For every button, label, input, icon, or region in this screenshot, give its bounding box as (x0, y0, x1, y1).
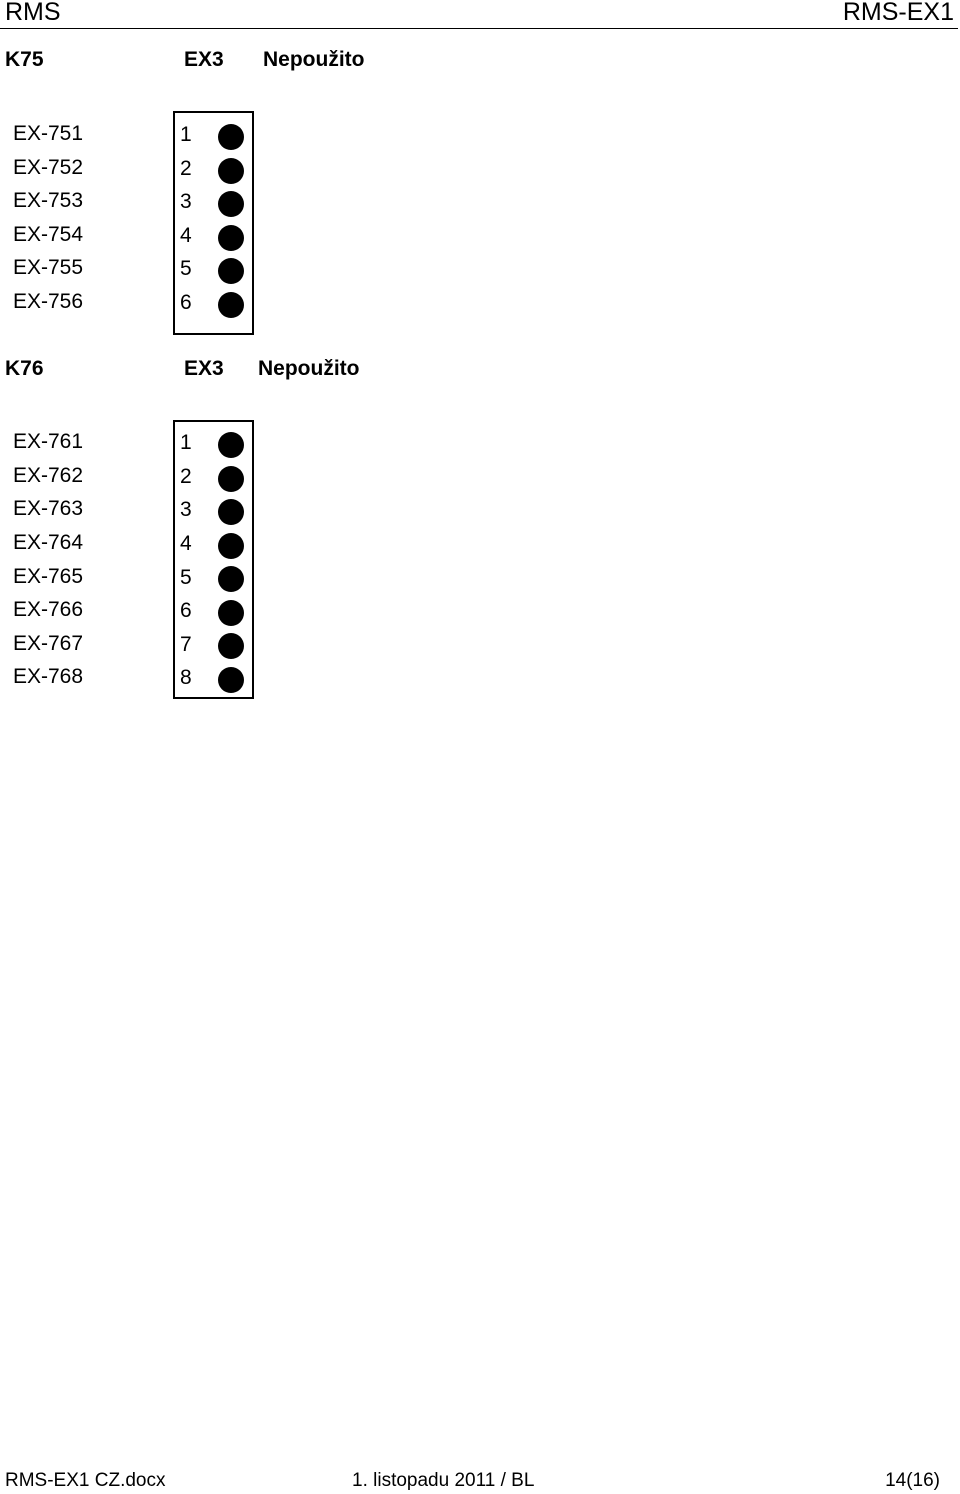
pin-dot-icon (218, 533, 244, 559)
connector-status: Nepoužito (263, 48, 365, 71)
pin-number: 1 (180, 123, 192, 146)
pin-number: 4 (180, 532, 192, 555)
pin-label: EX-764 (13, 531, 84, 554)
pin-label: EX-752 (13, 156, 84, 179)
pin-label: EX-761 (13, 430, 84, 453)
pin-label: EX-751 (13, 122, 84, 145)
footer-page-number: 14(16) (885, 1470, 940, 1491)
pin-dot-icon (218, 225, 244, 251)
pin-dot-icon (218, 124, 244, 150)
header-right-title: RMS-EX1 (842, 0, 954, 26)
pin-dot-icon (218, 258, 244, 284)
module-name: EX3 (184, 48, 224, 71)
pin-number: 7 (180, 633, 192, 656)
pin-dot-icon (218, 600, 244, 626)
pin-dot-icon (218, 667, 244, 693)
pin-number: 2 (180, 157, 192, 180)
footer-filename: RMS-EX1 CZ.docx (5, 1470, 166, 1491)
header-divider (0, 28, 958, 29)
pin-dot-icon (218, 432, 244, 458)
pin-number: 8 (180, 666, 192, 689)
pin-label: EX-755 (13, 256, 84, 279)
pin-label: EX-768 (13, 665, 84, 688)
pin-dot-icon (218, 158, 244, 184)
pin-number: 2 (180, 465, 192, 488)
pin-number: 6 (180, 599, 192, 622)
pin-dot-icon (218, 466, 244, 492)
pin-number: 5 (180, 566, 192, 589)
pin-label: EX-753 (13, 189, 84, 212)
pin-number: 3 (180, 498, 192, 521)
pin-dot-icon (218, 191, 244, 217)
connector-name: K75 (5, 48, 44, 71)
pin-label: EX-754 (13, 223, 84, 246)
pin-label: EX-766 (13, 598, 84, 621)
pin-label: EX-756 (13, 290, 84, 313)
pin-dot-icon (218, 566, 244, 592)
pin-label: EX-762 (13, 464, 84, 487)
pin-label: EX-763 (13, 497, 84, 520)
module-name: EX3 (184, 357, 224, 380)
pin-dot-icon (218, 499, 244, 525)
footer-date: 1. listopadu 2011 / BL (352, 1470, 535, 1491)
connector-name: K76 (5, 357, 44, 380)
pin-label: EX-765 (13, 565, 84, 588)
pin-dot-icon (218, 633, 244, 659)
pin-number: 3 (180, 190, 192, 213)
pin-label: EX-767 (13, 632, 84, 655)
pin-number: 6 (180, 291, 192, 314)
pin-number: 1 (180, 431, 192, 454)
pin-number: 4 (180, 224, 192, 247)
connector-status: Nepoužito (258, 357, 360, 380)
header-left-title: RMS (5, 0, 61, 26)
pin-number: 5 (180, 257, 192, 280)
pin-dot-icon (218, 292, 244, 318)
